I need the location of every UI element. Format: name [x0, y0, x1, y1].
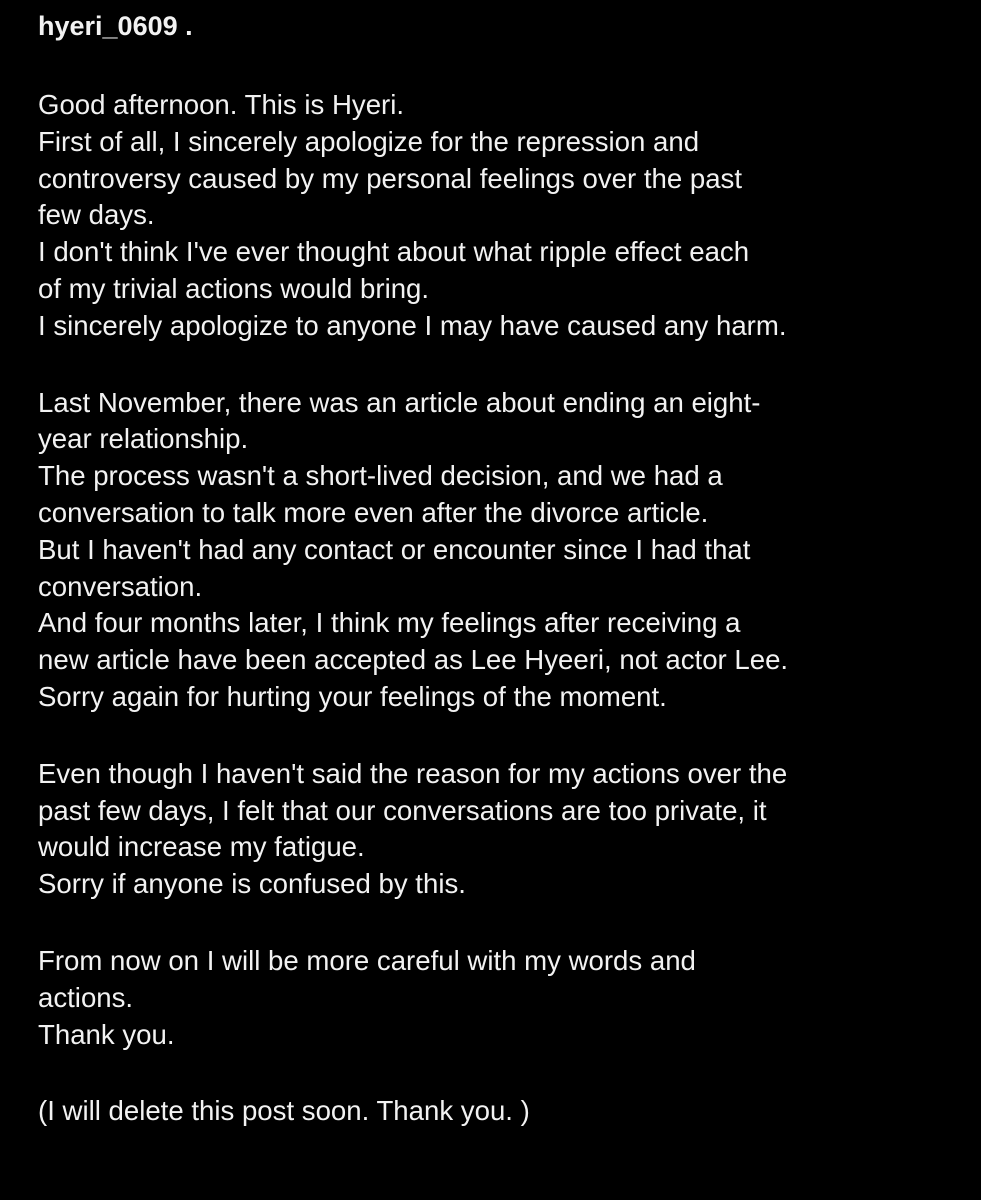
caption-line: actions. — [38, 981, 134, 1013]
caption-line: Sorry if anyone is confused by this. — [38, 868, 466, 900]
caption-line: Sorry again for hurting your feelings of the moment. — [38, 680, 667, 712]
caption-line: And four months later, I think my feelings after receiving a — [38, 607, 741, 639]
caption-line: would increase my fatigue. — [38, 831, 365, 863]
caption-line: few days. — [38, 199, 155, 231]
username[interactable]: hyeri_0609 . — [38, 11, 193, 41]
paragraph-break — [38, 716, 958, 756]
caption-line: Good afternoon. This is Hyeri. — [38, 89, 405, 120]
post-caption — [38, 87, 958, 1130]
caption-line: (I will delete this post soon. Thank you. ) — [38, 1095, 530, 1127]
caption-line: I sincerely apologize to anyone I may have caused any harm. — [38, 309, 787, 341]
caption-line: From now on I will be more careful with my words and — [38, 944, 696, 976]
caption-line: But I haven't had any contact or encounter since I had that — [38, 533, 751, 565]
caption-line: year relationship. — [38, 423, 249, 455]
caption-line: past few days, I felt that our conversations are too private, it — [38, 794, 767, 826]
caption-line: conversation to talk more even after the divorce article. — [38, 496, 709, 528]
caption-line: Thank you. — [38, 1018, 175, 1050]
caption-line: conversation. — [38, 570, 203, 602]
caption-line: First of all, I sincerely apologize for the repression and — [38, 125, 700, 157]
paragraph-break — [38, 345, 958, 385]
caption-line: I don't think I've ever thought about what ripple effect each — [38, 236, 750, 268]
caption-line: of my trivial actions would bring. — [38, 272, 430, 304]
caption-line: Even though I haven't said the reason for my actions over the — [38, 757, 788, 789]
caption-line: new article have been accepted as Lee Hyeeri, not actor Lee. — [38, 644, 789, 676]
caption-line: Last November, there was an article about ending an eight- — [38, 386, 761, 418]
paragraph-break — [38, 903, 958, 943]
caption-line: The process wasn't a short-lived decision, and we had a — [38, 460, 723, 492]
caption-line: controversy caused by my personal feelings over the past — [38, 162, 743, 194]
paragraph-break — [38, 1053, 958, 1093]
